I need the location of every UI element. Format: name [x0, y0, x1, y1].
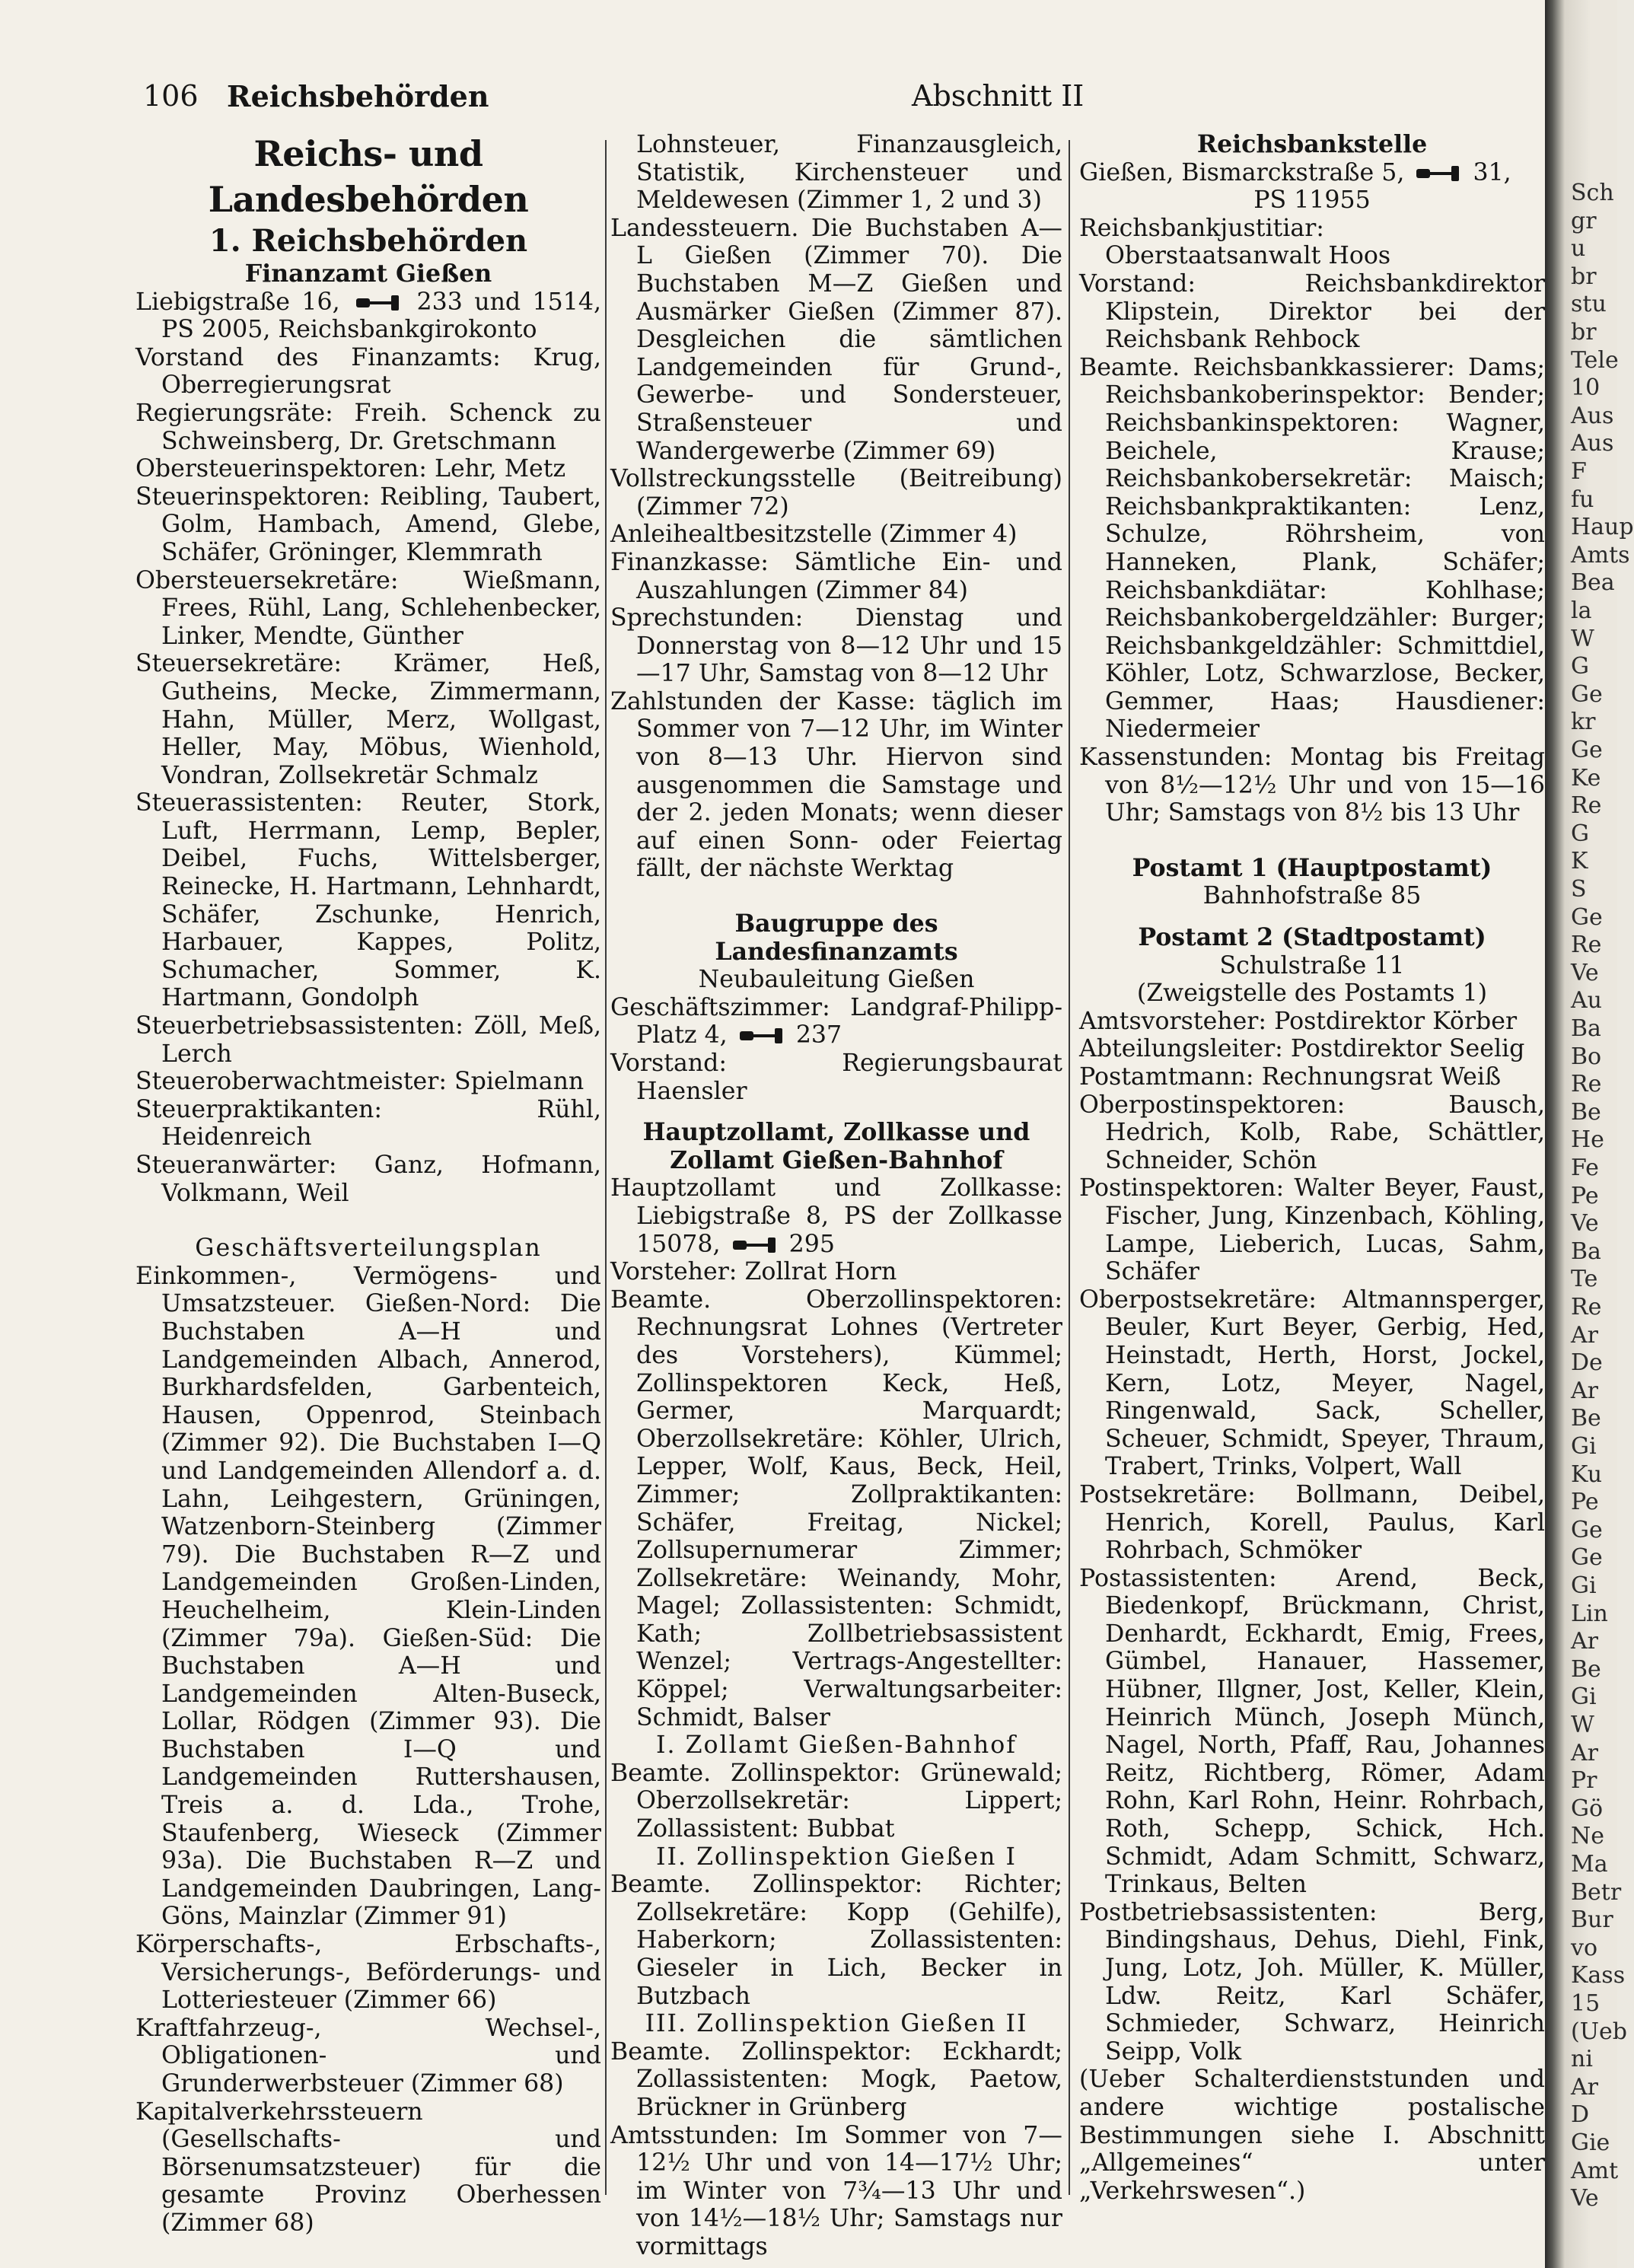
- list-item: Steuerinspektoren: Reibling, Taubert, Golm, Hambach, Amend, Glebe, Schäfer, Gröninger, Klemmrath: [135, 483, 601, 566]
- adjacent-page-fragment: Ve: [1571, 2185, 1599, 2212]
- list-item: Regierungsräte: Freih. Schenck zu Schweinsberg, Dr. Gretschmann: [135, 399, 601, 455]
- phone-number: 31,: [1473, 158, 1511, 186]
- column-divider-2: [1069, 140, 1070, 2195]
- spacer: [135, 1207, 601, 1234]
- adjacent-page-fragment: Ba: [1571, 1015, 1601, 1042]
- adjacent-page-fragment: S: [1571, 876, 1587, 903]
- list-item: Amtsstunden: Im Sommer von 7—12½ Uhr und von 14—17½ Uhr; im Winter von 7¾—13 Uhr und von 14½—18½ Uhr; Samstags nur vormittags: [610, 2121, 1062, 2260]
- plan-item: Kapitalverkehrssteuern (Gesellschafts- und Börsenumsatzsteuer) für die gesamte Provinz Oberhessen (Zimmer 68): [135, 2098, 601, 2237]
- running-title: Reichsbehörden: [227, 79, 489, 113]
- adjacent-page-fragment: Be: [1571, 1405, 1601, 1432]
- list-item: Postbetriebsassistenten: Berg, Bindingshaus, Dehus, Diehl, Fink, Jung, Lotz, Joh. Müller, K. Müller, Ldw. Reitz, Karl Schäfer, Schmieder, Schwarz, Heinrich Seipp, Volk: [1079, 1898, 1545, 2066]
- office-address: [135, 288, 601, 344]
- adjacent-page-fragment: G: [1571, 653, 1589, 680]
- telephone-icon: [356, 294, 400, 312]
- adjacent-page-fragment: Bea: [1571, 569, 1615, 597]
- adjacent-page-fragment: Aus: [1571, 402, 1614, 429]
- list-item: Abteilungsleiter: Postdirektor Seelig: [1079, 1035, 1525, 1063]
- list-item: Vorstand des Finanzamts: Krug, Oberregierungsrat: [135, 343, 601, 400]
- adjacent-page-fragment: Ar: [1571, 1739, 1599, 1766]
- adjacent-page-fragment: Ge: [1571, 680, 1603, 708]
- list-item: Reichsbankjustitiar: Oberstaatsanwalt Hoos: [1079, 214, 1391, 270]
- adjacent-page-fragment: ni: [1571, 2046, 1593, 2073]
- list-item: Kassenstunden: Montag bis Freitag von 8½—12½ Uhr und von 15—16 Uhr; Samstags von 8½ bis 13 Uhr: [1079, 744, 1545, 827]
- adjacent-page-fragment: Ba: [1571, 1238, 1601, 1265]
- spacer: [1079, 827, 1545, 855]
- list-item: Beamte. Zollinspektor: Grünewald; Oberzollsekretär: Lippert; Zollassistent: Bubbat: [610, 1759, 1062, 1843]
- list-item: Vorstand: Reichsbankdirektor Klipstein, Direktor bei der Reichsbank Rehbock: [1079, 269, 1545, 354]
- baugruppe-address: [610, 994, 1062, 1050]
- bank-title: Reichsbankstelle: [1196, 130, 1428, 158]
- list-item: Beamte. Zollinspektor: Eckhardt; Zollassistenten: Mogk, Paetow, Brückner in Grünberg: [610, 2037, 1062, 2121]
- adjacent-page-fragment: 15: [1571, 1990, 1601, 2017]
- adjacent-page-fragment: fu: [1571, 486, 1594, 513]
- list-item: Oberpostinspektoren: Bausch, Hedrich, Kolb, Rabe, Schättler, Schneider, Schön: [1079, 1091, 1545, 1174]
- adjacent-page-fragment: W: [1571, 1712, 1594, 1738]
- list-item: Steuersekretäre: Krämer, Heß, Gutheins, Mecke, Zimmermann, Hahn, Müller, Merz, Wollgast, Heller, May, Möbus, Wienhold, Vondran, Zollsekretär Schmalz: [135, 650, 601, 789]
- adjacent-page-fragment: Betr: [1571, 1878, 1622, 1906]
- adjacent-page-fragment: Pe: [1571, 1489, 1599, 1516]
- list-item: Postamtmann: Rechnungsrat Weiß: [1079, 1063, 1502, 1091]
- list-item: Steuerassistenten: Reuter, Stork, Luft, Herrmann, Lemp, Bepler, Deibel, Fuchs, Wittelsberger, Reinecke, H. Hartmann, Lehnhardt, Schäfer, Zschunke, Henrich, Harbauer, Kappes, Politz, Schumacher, Sommer, K. Hartmann, Gondolph: [135, 789, 601, 1012]
- adjacent-page-fragment: Ve: [1571, 959, 1599, 986]
- list-item: Oberpostsekretäre: Altmannsperger, Beuler, Kurt Beyer, Gerbig, Hed, Heinstadt, Herth, Horst, Jockel, Kern, Lotz, Meyer, Nagel, Ringenwald, Sack, Scheller, Scheuer, Schmidt, Speyer, Thraum, Trabert, Trinks, Volpert, Wall: [1079, 1285, 1545, 1481]
- adjacent-page-fragment: Gi: [1571, 1433, 1597, 1460]
- phone-number: 295: [788, 1230, 835, 1258]
- adjacent-page-fragment: W: [1571, 625, 1594, 652]
- list-item: Beamte. Reichsbankkassierer: Dams; Reichsbankoberinspektor: Bender; Reichsbankinspektoren: Wagner, Beichele, Krause; Reichsbankobersekretär: Maisch; Reichsbankpraktikanten: Lenz, Schulze, Röhrsheim, von Hanneken, Plank, Schäfer; Reichsbankdiätar: Kohlhase; Reichsbankobergeldzähler: Burger; Reichsbankgeldzähler: Schmittdiel, Köhler, Lotz, Schwarzlose, Becker, Gemmer, Haas; Hausdiener: Niedermeier: [1079, 353, 1545, 744]
- adjacent-page-fragment: (Ueb: [1571, 2018, 1627, 2045]
- adjacent-page-fragment: Re: [1571, 1294, 1602, 1320]
- list-item: Beamte. Oberzollinspektoren: Rechnungsrat Lohnes (Vertreter des Vorstehers), Kümmel; Zollinspektoren Keck, Heß, Germer, Marquardt; Oberzollsekretäre: Köhler, Ulrich, Lepper, Wolf, Kaus, Beck, Heil, Zimmer; Zollpraktikanten: Schäfer, Freitag, Nickel; Zollsupernumerar Zimmer; Zollsekretäre: Weinandy, Mohr, Magel; Zollassistenten: Schmidt, Kath; Zollbetriebsassistent Wenzel; Vertrags-Angestellter: Köppel; Verwaltungsarbeiter: Schmidt, Balser: [610, 1285, 1062, 1731]
- plan-item: Finanzkasse: Sämtliche Ein- und Auszahlungen (Zimmer 84): [610, 548, 1062, 604]
- main-title: Reichs- und Landesbehörden: [208, 133, 529, 220]
- adjacent-page-fragment: D: [1571, 2101, 1590, 2129]
- address-text: Liebigstraße 16,: [135, 288, 340, 316]
- list-item: Steuerpraktikanten: Rühl, Heidenreich: [135, 1095, 601, 1152]
- plan-item: Anleihealtbesitzstelle (Zimmer 4): [610, 521, 1018, 549]
- list-item: Steueroberwachtmeister: Spielmann: [135, 1068, 584, 1096]
- subsection-title: II. Zollinspektion Gießen I: [656, 1843, 1017, 1871]
- spacer: [1079, 910, 1545, 924]
- list-item: Vorsteher: Zollrat Horn: [610, 1258, 897, 1286]
- telephone-icon: [733, 1236, 777, 1254]
- adjacent-page-fragment: br: [1571, 319, 1597, 346]
- spacer: [610, 1105, 1062, 1119]
- adjacent-page-fragment: Re: [1571, 932, 1602, 959]
- adjacent-page-fragment: Lin: [1571, 1600, 1608, 1627]
- adjacent-page-fragment: stu: [1571, 291, 1607, 318]
- adjacent-page-fragment: Amt: [1571, 2157, 1619, 2184]
- list-item: Amtsvorsteher: Postdirektor Körber: [1079, 1007, 1518, 1035]
- adjacent-page-fragment: Ar: [1571, 1377, 1599, 1404]
- adjacent-page-fragment: Fe: [1571, 1155, 1599, 1181]
- list-item: Postassistenten: Arend, Beck, Biedenkopf, Brückmann, Christ, Denhardt, Eckhardt, Emig, Frees, Gümbel, Hanauer, Hassemer, Hübner, Illgner, Jost, Keller, Klein, Heinrich Münch, Joseph Münch, Nagel, North, Pfaff, Rau, Johannes Reitz, Richtberg, Römer, Adam Rohn, Karl Rohn, Heinr. Rohrbach, Roth, Schepp, Schick, Hch. Schmidt, Adam Schmitt, Schwarz, Trinkaus, Belten: [1079, 1564, 1545, 1899]
- phone-number: 237: [795, 1021, 842, 1050]
- adjacent-page-fragment: u: [1571, 235, 1586, 263]
- adjacent-page-fragment: F: [1571, 458, 1587, 485]
- adjacent-page-fragment: De: [1571, 1349, 1603, 1377]
- address-text: Geschäftszimmer: Landgraf-Philipp-Platz 4,: [610, 993, 1062, 1050]
- adjacent-page-fragment: Amts: [1571, 541, 1630, 569]
- adjacent-page-fragment: Te: [1571, 1266, 1598, 1293]
- list-item: Steueranwärter: Ganz, Hofmann, Volkmann, Weil: [135, 1152, 601, 1207]
- adjacent-page-fragment: Ar: [1571, 1628, 1599, 1655]
- plan-title: Geschäftsverteilungsplan: [195, 1234, 542, 1263]
- adjacent-page-fragment: vo: [1571, 1934, 1598, 1961]
- column-3: [1079, 131, 1545, 2205]
- column-divider-1: [605, 140, 607, 2195]
- post2-branch: (Zweigstelle des Postamts 1): [1136, 980, 1488, 1008]
- adjacent-page-fragment: Ku: [1571, 1461, 1603, 1488]
- adjacent-page-fragment: Ma: [1571, 1851, 1608, 1878]
- adjacent-page-fragment: 10: [1571, 374, 1601, 402]
- adjacent-page-fragment: Ge: [1571, 737, 1603, 763]
- adjacent-page-fragment: Re: [1571, 1071, 1602, 1098]
- bank-ps: PS 11955: [1253, 186, 1371, 215]
- list-item: Postinspektoren: Walter Beyer, Faust, Fischer, Jung, Kinzenbach, Köhling, Lampe, Lieberich, Lucas, Sahm, Schäfer: [1079, 1174, 1545, 1286]
- plan-item: Zahlstunden der Kasse: täglich im Sommer von 7—12 Uhr, im Winter von 8—13 Uhr. Hiervon sind ausgenommen die Samstage und der 2. jeden Monats; wenn dieser auf einen Sonn- oder Feiertag fällt, der nächste Werktag: [610, 687, 1062, 883]
- adjacent-page-fragment: Gi: [1571, 1683, 1597, 1711]
- adjacent-page-fragment: He: [1571, 1126, 1604, 1154]
- telephone-icon: [740, 1027, 784, 1045]
- adjacent-page-fragment: Ke: [1571, 764, 1601, 792]
- adjacent-page-fragment: Tele: [1571, 346, 1619, 374]
- post2-address: Schulstraße 11: [1219, 951, 1405, 980]
- adjacent-page-fragment: Ve: [1571, 1210, 1599, 1238]
- section-title: 1. Reichsbehörden: [209, 223, 528, 259]
- list-item: Obersteuerinspektoren: Lehr, Metz: [135, 455, 566, 483]
- adjacent-page-fragment: Kass: [1571, 1962, 1626, 1989]
- zoll-address: [610, 1174, 1062, 1258]
- adjacent-page-fragment: K: [1571, 848, 1588, 875]
- subsection-title: III. Zollinspektion Gießen II: [645, 2010, 1028, 2038]
- adjacent-page-fragment: Pe: [1571, 1182, 1599, 1209]
- column-1: [135, 131, 601, 2238]
- plan-item: Landessteuern. Die Buchstaben A—L Gießen (Zimmer 70). Die Buchstaben M—Z Gießen und Ausmärker Gießen (Zimmer 87). Desgleichen die sämtlichen Landgemeinden für Grund-, Gewerbe- und Sondersteuer, Straßensteuer und Wandergewerbe (Zimmer 69): [610, 214, 1062, 465]
- subsection-title: I. Zollamt Gießen-Bahnhof: [656, 1731, 1017, 1760]
- bank-address: [1079, 159, 1545, 187]
- plan-item: Sprechstunden: Dienstag und Donnerstag von 8—12 Uhr und 15—17 Uhr, Samstag von 8—12 Uhr: [610, 604, 1062, 688]
- adjacent-page-fragment: Ge: [1571, 1516, 1603, 1543]
- plan-item: Körperschafts-, Erbschafts-, Versicherungs-, Beförderungs- und Lotteriesteuer (Zimmer 66): [135, 1931, 601, 2015]
- adjacent-page-fragment: G: [1571, 820, 1589, 847]
- list-item: Steuerbetriebsassistenten: Zöll, Meß, Lerch: [135, 1012, 601, 1068]
- adjacent-page-fragment: kr: [1571, 709, 1596, 736]
- adjacent-page-fragment: Be: [1571, 1098, 1601, 1126]
- adjacent-page-fragment: Ge: [1571, 1544, 1603, 1572]
- plan-item: Einkommen-, Vermögens- und Umsatzsteuer. Gießen-Nord: Die Buchstaben A—H und Landgemeinden Albach, Annerod, Burkhardsfelden, Garbenteich, Hausen, Oppenrod, Steinbach (Zimmer 92). Die Buchstaben I—Q und Landgemeinden Allendorf a. d. Lahn, Leihgestern, Grüningen, Watzenborn-Steinberg (Zimmer 79). Die Buchstaben R—Z und Landgemeinden Großen-Linden, Heuchelheim, Klein-Linden (Zimmer 79a). Gießen-Süd: Die Buchstaben A—H und Landgemeinden Alten-Buseck, Lollar, Rödgen (Zimmer 93). Die Buchstaben I—Q und Landgemeinden Ruttershausen, Treis a. d. Lda., Trohe, Staufenberg, Wieseck (Zimmer 93a). Die Buchstaben R—Z und Landgemeinden Daubringen, Lang-Göns, Mainzlar (Zimmer 91): [135, 1262, 601, 1931]
- adjacent-page-fragment: Bo: [1571, 1043, 1602, 1070]
- post-note: (Ueber Schalterdienststunden und andere wichtige postalische Bestimmungen siehe I. Abschnitt „Allgemeines“ unter „Verkehrswesen“.): [1079, 2066, 1545, 2205]
- running-head: [143, 79, 1422, 125]
- list-item: Obersteuersekretäre: Wießmann, Frees, Rühl, Lang, Schlehenbecker, Linker, Mendte, Günther: [135, 566, 601, 650]
- post1-address: Bahnhofstraße 85: [1202, 882, 1422, 910]
- adjacent-page-fragment: Gö: [1571, 1795, 1604, 1822]
- adjacent-page-fragment: Haup: [1571, 514, 1634, 541]
- adjacent-page-fragment: Sch: [1571, 180, 1614, 206]
- baugruppe-subtitle: Neubauleitung Gießen: [698, 966, 975, 994]
- plan-item: Kraftfahrzeug-, Wechsel-, Obligationen- und Grunderwerbsteuer (Zimmer 68): [135, 2014, 601, 2098]
- baugruppe-title: Baugruppe des Landesfinanzamts: [715, 909, 958, 966]
- adjacent-page-fragment: Re: [1571, 792, 1602, 820]
- page-number: 106: [143, 79, 199, 113]
- adjacent-page-fragment: Ne: [1571, 1823, 1605, 1850]
- adjacent-page-fragment: Au: [1571, 987, 1602, 1015]
- adjacent-page-fragment: gr: [1571, 207, 1597, 234]
- adjacent-page-fragment: Gie: [1571, 2129, 1610, 2156]
- list-item: Vorstand: Regierungsbaurat Haensler: [610, 1050, 1062, 1105]
- adjacent-page-fragment: Aus: [1571, 430, 1614, 457]
- adjacent-page-fragment: Ge: [1571, 903, 1603, 931]
- plan-item: Vollstreckungsstelle (Beitreibung) (Zimmer 72): [610, 465, 1062, 521]
- list-item: Beamte. Zollinspektor: Richter; Zollsekretäre: Kopp (Gehilfe), Haberkorn; Zollassistenten: Gieseler in Lich, Becker in Butzbach: [610, 1871, 1062, 2010]
- adjacent-page-fragment: Ar: [1571, 2073, 1599, 2101]
- list-item: Postsekretäre: Bollmann, Deibel, Henrich, Korell, Paulus, Karl Rohrbach, Schmöker: [1079, 1480, 1545, 1565]
- adjacent-page-fragment: br: [1571, 263, 1597, 290]
- adjacent-page-fragment: Be: [1571, 1655, 1601, 1683]
- column-2: [610, 131, 1062, 2261]
- adjacent-page-fragment: Gi: [1571, 1572, 1597, 1599]
- continuation-text: Lohnsteuer, Finanzausgleich, Statistik, Kirchensteuer und Meldewesen (Zimmer 1, 2 und 3): [636, 131, 1062, 215]
- adjacent-page-edge: [1545, 0, 1634, 2268]
- adjacent-page-fragment: la: [1571, 597, 1592, 624]
- address-text: Hauptzollamt und Zollkasse: Liebigstraße 8, PS der Zollkasse 15078,: [610, 1174, 1062, 1258]
- adjacent-page-fragment: Bur: [1571, 1906, 1613, 1934]
- post2-title: Postamt 2 (Stadtpostamt): [1138, 923, 1486, 952]
- telephone-icon: [1416, 164, 1460, 183]
- zoll-title: Hauptzollamt, Zollkasse und Zollamt Gießen-Bahnhof: [642, 1118, 1030, 1174]
- adjacent-page-fragment: Pr: [1571, 1767, 1597, 1795]
- office-title: Finanzamt Gießen: [244, 260, 492, 288]
- section-label: Abschnitt II: [912, 79, 1085, 113]
- post1-title: Postamt 1 (Hauptpostamt): [1132, 853, 1492, 882]
- phone-numbers: 233 und 1514, PS 2005, Reichsbankgirokonto: [161, 288, 601, 344]
- spacer: [610, 883, 1062, 910]
- adjacent-page-fragment: Ar: [1571, 1321, 1599, 1349]
- address-text: Gießen, Bismarckstraße 5,: [1079, 158, 1405, 186]
